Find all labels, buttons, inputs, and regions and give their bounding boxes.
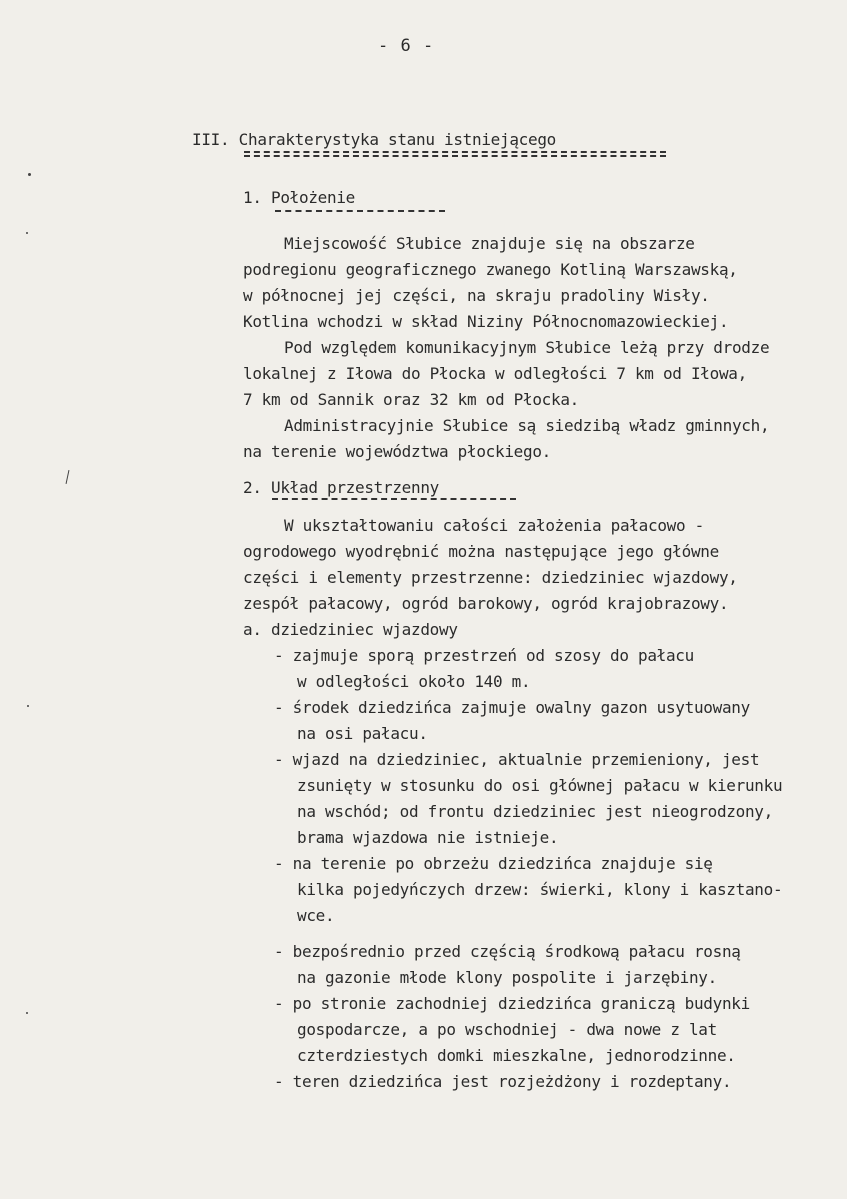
paragraph-line: lokalnej z Iłowa do Płocka w odległości 7 km od Iłowa, [243,364,747,383]
page-number: - 6 - [378,36,435,56]
paragraph-line: części i elementy przestrzenne: dziedziniec wjazdowy, [243,568,738,587]
paragraph-line: zespół pałacowy, ogród barokowy, ogród krajobrazowy. [243,594,729,613]
margin-dot [26,232,28,234]
section-title-uklad: 2. Układ przestrzenny [243,478,439,497]
margin-dot [28,173,31,176]
chapter-heading: III. Charakterystyka stanu istniejącego [192,130,556,149]
section-title-polozenie: 1. Położenie [243,188,355,207]
paragraph-line: ogrodowego wyodrębnić można następujące jego główne [243,542,719,561]
paragraph-line: podregionu geograficznego zwanego Kotliną Warszawską, [243,260,738,279]
section-underline [272,498,516,500]
bullet-line: - po stronie zachodniej dziedzińca graniczą budynki [274,994,750,1013]
margin-dot [26,1012,28,1014]
bullet-continuation: zsunięty w stosunku do osi głównej pałacu w kierunku [297,776,783,795]
bullet-line: - na terenie po obrzeżu dziedzińca znajduje się [274,854,713,873]
bullet-line: - bezpośrednio przed częścią środkową pałacu rosną [274,942,741,961]
paragraph-line: Administracyjnie Słubice są siedzibą władz gminnych, [284,416,770,435]
paragraph-line: na terenie województwa płockiego. [243,442,551,461]
margin-tick [66,470,70,484]
section-underline [275,210,445,212]
bullet-line: - zajmuje sporą przestrzeń od szosy do pałacu [274,646,694,665]
bullet-continuation: kilka pojedyńczych drzew: świerki, klony i kasztano- [297,880,783,899]
paragraph-line: Miejscowość Słubice znajduje się na obszarze [284,234,695,253]
paragraph-line: W ukształtowaniu całości założenia pałacowo - [284,516,704,535]
bullet-continuation: wce. [297,906,335,925]
paragraph-line: 7 km od Sannik oraz 32 km od Płocka. [243,390,579,409]
bullet-continuation: w odległości około 140 m. [297,672,531,691]
paragraph-line: Pod względem komunikacyjnym Słubice leżą przy drodze [284,338,770,357]
bullet-line: - wjazd na dziedziniec, aktualnie przemieniony, jest [274,750,760,769]
bullet-continuation: na osi pałacu. [297,724,428,743]
bullet-continuation: na wschód; od frontu dziedziniec jest nieogrodzony, [297,802,773,821]
bullet-continuation: na gazonie młode klony pospolite i jarzębiny. [297,968,717,987]
heading-double-underline [244,151,666,157]
bullet-continuation: brama wjazdowa nie istnieje. [297,828,559,847]
bullet-continuation: gospodarcze, a po wschodniej - dwa nowe z lat [297,1020,717,1039]
paragraph-line: w północnej jej części, na skraju pradoliny Wisły. [243,286,710,305]
bullet-continuation: czterdziestych domki mieszkalne, jednorodzinne. [297,1046,736,1065]
bullet-line: - środek dziedzińca zajmuje owalny gazon usytuowany [274,698,750,717]
paragraph-line: Kotlina wchodzi w skład Niziny Północnomazowieckiej. [243,312,729,331]
subsection-label: a. dziedziniec wjazdowy [243,620,458,639]
margin-dot [27,705,29,707]
bullet-line: - teren dziedzińca jest rozjeżdżony i rozdeptany. [274,1072,732,1091]
